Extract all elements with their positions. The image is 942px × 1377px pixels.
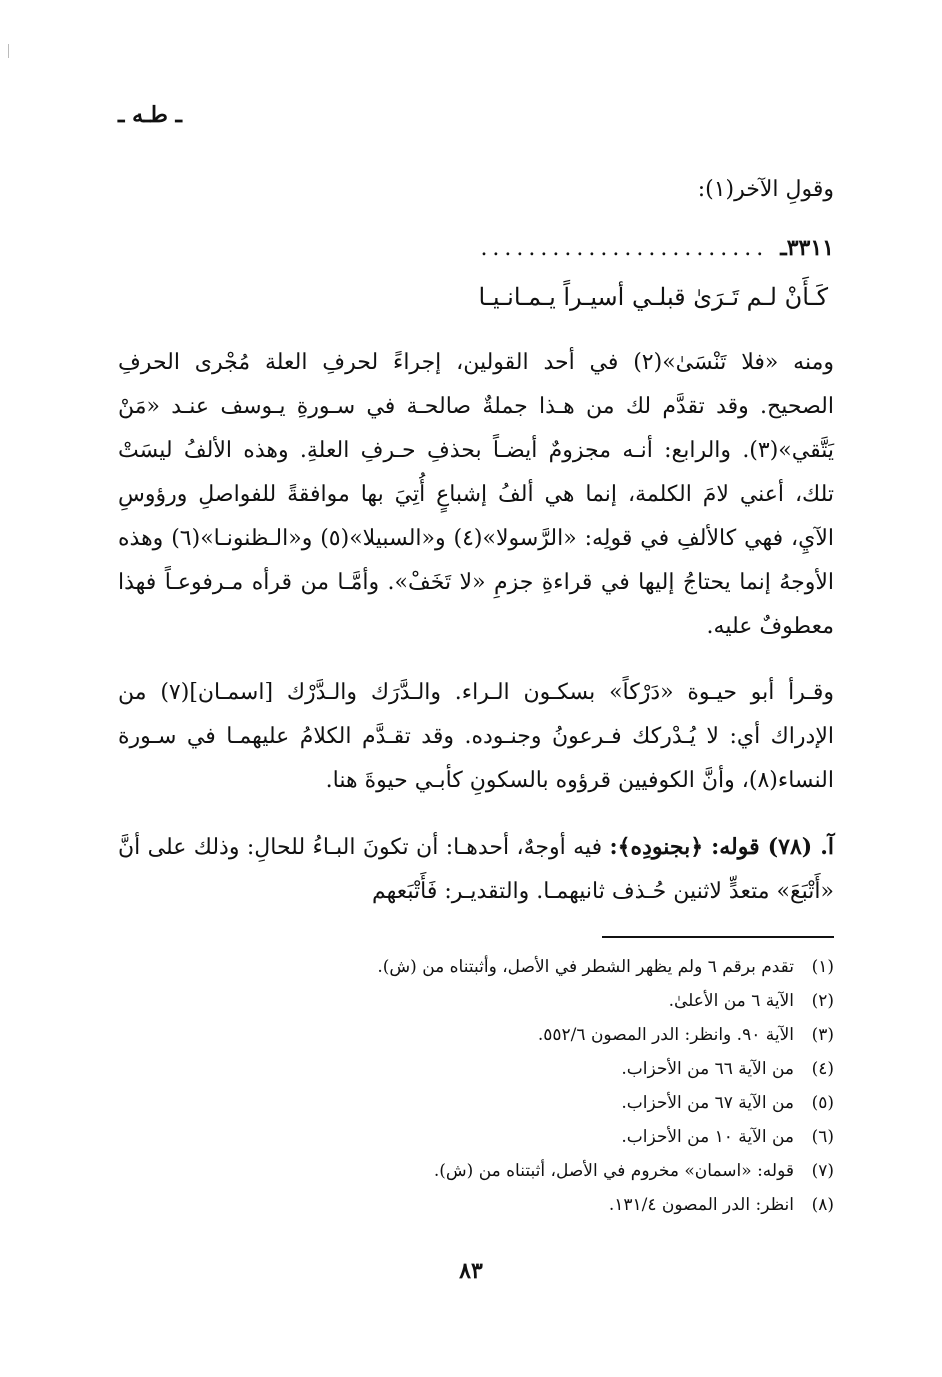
- paragraph-2: وقـرأ أبو حيـوة «دَرْكاً» بسكـون الـراء. والـدَّرَك والـدَّرْك [اسمـان](٧) من الإدراك أي: لا يُـدْركك فـرعونُ وجنـوده. وقد تقـدَّم الكلامُ عليهمـا في سـورة النساء(٨)، وأنَّ الكوفيين قرؤوه بالسكونِ كأبـي حيوةَ هنا.: [118, 680, 834, 793]
- paragraph-3-text: فيه أوجهٌ، أحدهـا: أن تكونَ البـاءُ للحالِ: وذلك على أنَّ «أَتْبَعَ» متعدٍّ لاثنين حُـذف ثانيهمـا. والتقديـر: فَأَتْبَعهم: [118, 835, 834, 904]
- footnote-number: (٣): [811, 1025, 834, 1045]
- footnote-item: [118, 1120, 834, 1154]
- verse-missing-half-dots: ........................: [480, 236, 769, 261]
- footnote-number: (٦): [811, 1127, 834, 1147]
- running-header: ـ طـه ـ: [118, 102, 182, 128]
- footnote-text: من الآية ١٠ من الأحزاب.: [621, 1127, 794, 1147]
- footnotes-list: [118, 950, 834, 1222]
- footnote-item: [118, 1018, 834, 1052]
- page-number: ٨٣: [459, 1258, 483, 1284]
- verse-number-line: [118, 226, 834, 271]
- poetry-verse: كَـأَنْ لـم تَـرَىٰ قبلـي أسيـراً يـمـانـيـا: [478, 283, 828, 311]
- scan-margin-mark: [8, 44, 9, 58]
- footnote-item: [118, 1154, 834, 1188]
- paragraph-1: ومنه «فلا تَنْسَىٰ»(٢) في أحد القولين، إجراءً لحرفِ العلة مُجْرى الحرفِ الصحيح. وقد تقدَّم لك من هـذا جملةٌ صالحـة في سـورةِ يـوسف عنـد «مَنْ يَتَّقي»(٣). والرابع: أنـه مجزومٌ أيضـاً بحذفِ حـرفِ العلةِ. وهذه الألفُ ليسَتْ تلك، أعني لامَ الكلمة، إنما هي ألفُ إشباعٍ أُتِيَ بها موافقةً للفواصلِ ورؤوسِ الآيِ، فهي كالألفِ في قولِه: «الرَّسولا»(٤) و«السبيلا»(٥) و«الـظنونـا»(٦) وهذه الأوجهُ إنما يحتاجُ إليها في قراءةِ جزمِ «لا تَخَفْ». وأمَّـا من قرأه مـرفوعـاً فهذا معطوفٌ عليه.: [118, 350, 834, 639]
- footnote-number: (٨): [811, 1195, 834, 1215]
- footnote-number: (٢): [811, 991, 834, 1011]
- footnote-number: (١): [811, 957, 834, 977]
- footnote-text: الآية ٩٠. وانظر: الدر المصون ٥٥٢/٦.: [537, 1025, 794, 1045]
- footnote-item: [118, 984, 834, 1018]
- footnote-item: [118, 1188, 834, 1222]
- footnote-text: تقدم برقم ٦ ولم يظهر الشطر في الأصل، وأثبتناه من (ش).: [377, 957, 794, 977]
- footnote-text: قوله: «اسمان» مخروم في الأصل، أثبتناه من (ش).: [433, 1161, 794, 1181]
- footnote-text: من الآية ٦٧ من الأحزاب.: [621, 1093, 794, 1113]
- footnote-text: من الآية ٦٦ من الأحزاب.: [621, 1059, 794, 1079]
- footnote-number: (٤): [811, 1059, 834, 1079]
- verse-reference-lead: آ. (٧٨) قوله: ﴿بجنودِه﴾:: [609, 834, 835, 860]
- footnote-separator: [602, 936, 834, 938]
- paragraph-3: [118, 825, 834, 914]
- main-text: [118, 168, 834, 936]
- footnote-number: (٧): [811, 1161, 834, 1181]
- footnote-text: انظر: الدر المصون ١٣١/٤.: [608, 1195, 794, 1215]
- footnote-item: [118, 1052, 834, 1086]
- footnote-item: [118, 1086, 834, 1120]
- verse-intro: وقولِ الآخر(١):: [697, 177, 834, 202]
- footnote-item: [118, 950, 834, 984]
- footnote-text: الآية ٦ من الأعلىٰ.: [668, 991, 794, 1011]
- verse-number: ٣٣١١ـ: [780, 235, 834, 261]
- footnote-number: (٥): [811, 1093, 834, 1113]
